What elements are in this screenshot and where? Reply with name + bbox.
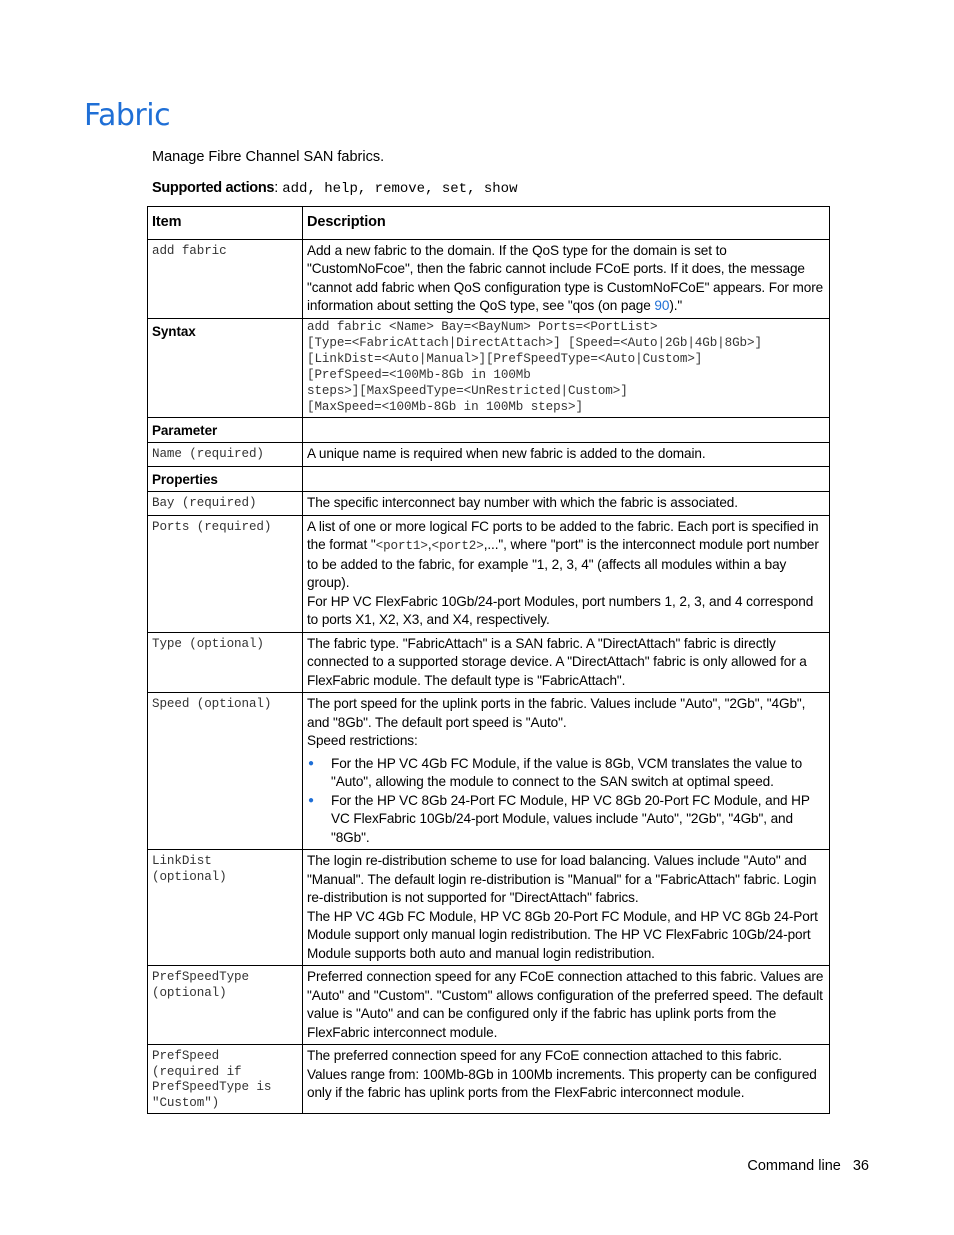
desc-prefspeed: The preferred connection speed for any FCoE connection attached to this fabric. Values range from: 100Mb-8Gb in 100Mb increments. This property can be configured only if the fabric has uplink ports from the FlexFabric interconnect module. [303,1045,830,1114]
desc-add-fabric [303,239,830,318]
desc-prefspeedtype: Preferred connection speed for any FCoE connection attached to this fabric. Values are "Auto" and "Custom". "Custom" allows configuration of the preferred speed. The default value is "Auto" and can be configured only if the fabric has uplink ports from the FlexFabric interconnect module. [303,966,830,1045]
footer-section: Command line [747,1158,841,1174]
syntax-block [303,318,830,417]
item-prefspeed-l4: "Custom") [152,1095,220,1110]
item-speed: Speed (optional) [148,693,303,850]
supported-actions-label: Supported actions [152,180,275,196]
desc-type: The fabric type. "FabricAttach" is a SAN fabric. A "DirectAttach" fabric is directly connected to a supported storage device. A "DirectAttach" fabric is only allowed for a FlexFabric module. The default type is "FabricAttach". [303,632,830,693]
desc-ports-para1 [307,518,825,593]
supported-actions [152,180,518,197]
item-type: Type (optional) [148,632,303,693]
item-linkdist [148,850,303,966]
port-comma: , [427,537,432,552]
item-prefspeed-l2: (required if [152,1064,242,1079]
syntax-line: [PrefSpeed=<100Mb-8Gb in 100Mb [307,367,531,382]
list-item: ● For the HP VC 4Gb FC Module, if the value is 8Gb, VCM translates the value to "Auto", allowing the module to connect to the SAN switch at optimal speed. [331,755,825,792]
desc-parameter-empty [303,417,830,443]
fabric-table [147,206,830,1114]
page-footer [747,1158,869,1174]
syntax-line: [LinkDist=<Auto|Manual>][PrefSpeedType=<Auto|Custom>] [307,351,703,366]
table-row [148,966,830,1045]
table-row [148,632,830,693]
supported-actions-list: add, help, remove, set, show [282,181,518,197]
item-syntax: Syntax [148,318,303,417]
desc-add-fabric-text: Add a new fabric to the domain. If the QoS type for the domain is set to "CustomNoFcoe", then the fabric cannot include FCoE ports. If it does, the message "cannot add fabric when QoS configuration type is CustomNoFCoE" appears. For more information about setting the QoS type, see "qos (on page [307,242,824,313]
desc-properties-empty [303,466,830,492]
item-linkdist-l2: (optional) [152,869,227,884]
port1-code: <port1> [375,539,428,553]
speed-restrictions-label: Speed restrictions: [307,733,418,748]
table-row [148,443,830,467]
desc-linkdist-para2: The HP VC 4Gb FC Module, HP VC 8Gb 20-Port FC Module, and HP VC 8Gb 24-Port Module support only manual login redistribution. The HP VC FlexFabric 10Gb/24-port Module supports both auto and manual login redistribution. [307,908,818,961]
header-description: Description [303,207,830,240]
desc-speed [303,693,830,850]
table-row [148,693,830,850]
item-parameter: Parameter [148,417,303,443]
page-number: 36 [852,1158,869,1174]
table-row [148,515,830,632]
table-row [148,239,830,318]
table-row [148,850,830,966]
desc-speed-text: The port speed for the uplink ports in the fabric. Values include "Auto", "2Gb", "4Gb", and "8Gb". The default port speed is "Auto". [307,696,806,730]
list-item: ● For the HP VC 8Gb 24-Port FC Module, HP VC 8Gb 20-Port FC Module, and HP VC FlexFabric 10Gb/24-port Module, values include "Auto", "2Gb", "4Gb", and "8Gb". [331,792,825,848]
item-prefspeedtype-l1: PrefSpeedType [152,970,249,984]
table-row [148,1045,830,1114]
speed-restrictions-list [307,755,825,848]
intro-text: Manage Fibre Channel SAN fabrics. [152,149,385,165]
item-linkdist-l1: LinkDist [152,854,212,868]
desc-ports-text-b: ,...", where "port" is the interconnect module port number to be added to the fabric, for example "1, 2, 3, 4" (affects all modules within a bay group). [307,537,819,590]
item-properties: Properties [148,466,303,492]
table-row [148,318,830,417]
item-name: Name (required) [148,443,303,467]
syntax-line: add fabric <Name> Bay=<BayNum> Ports=<PortList> [307,319,658,334]
desc-ports-para2: For HP VC FlexFabric 10Gb/24-port Modules, port numbers 1, 2, 3, and 4 correspond to ports X1, X2, X3, and X4, respectively. [307,593,814,627]
item-prefspeedtype [148,966,303,1045]
table-header-row [148,207,830,240]
item-ports: Ports (required) [148,515,303,632]
page-title: Fabric [84,98,171,133]
item-add-fabric: add fabric [148,239,303,318]
desc-linkdist-para1: The login re-distribution scheme to use for load balancing. Values include "Auto" and "Manual". The default login re-distribution is "Manual" for a "FabricAttach" fabric. Login re-distribution is not supported for "DirectAttach" fabrics. [307,853,817,905]
supported-actions-sep: : [274,180,283,196]
desc-bay: The specific interconnect bay number with which the fabric is associated. [303,492,830,516]
item-prefspeed-l3: PrefSpeedType is [152,1080,272,1094]
table-row [148,466,830,492]
desc-ports [303,515,830,632]
header-item: Item [148,207,303,240]
item-bay: Bay (required) [148,492,303,516]
desc-linkdist [303,850,830,966]
port2-code: <port2> [431,539,484,553]
item-prefspeed [148,1045,303,1114]
syntax-line: [Type=<FabricAttach|DirectAttach>] [Speed=<Auto|2Gb|4Gb|8Gb>] [307,335,762,350]
syntax-line: [MaxSpeed=<100Mb-8Gb in 100Mb steps>] [307,399,583,414]
syntax-line: steps>][MaxSpeedType=<UnRestricted|Custom>] [307,383,628,398]
item-prefspeed-l1: PrefSpeed [152,1049,220,1063]
desc-name: A unique name is required when new fabric is added to the domain. [303,443,830,467]
table-row [148,417,830,443]
item-prefspeedtype-l2: (optional) [152,985,227,1000]
desc-ports-text: A list of one or more logical FC ports to be added to the fabric. Each port is specified in the format " [307,518,819,552]
desc-add-fabric-tail: )." [669,298,683,313]
qos-page-link[interactable]: 90 [654,298,670,313]
table-row [148,492,830,516]
